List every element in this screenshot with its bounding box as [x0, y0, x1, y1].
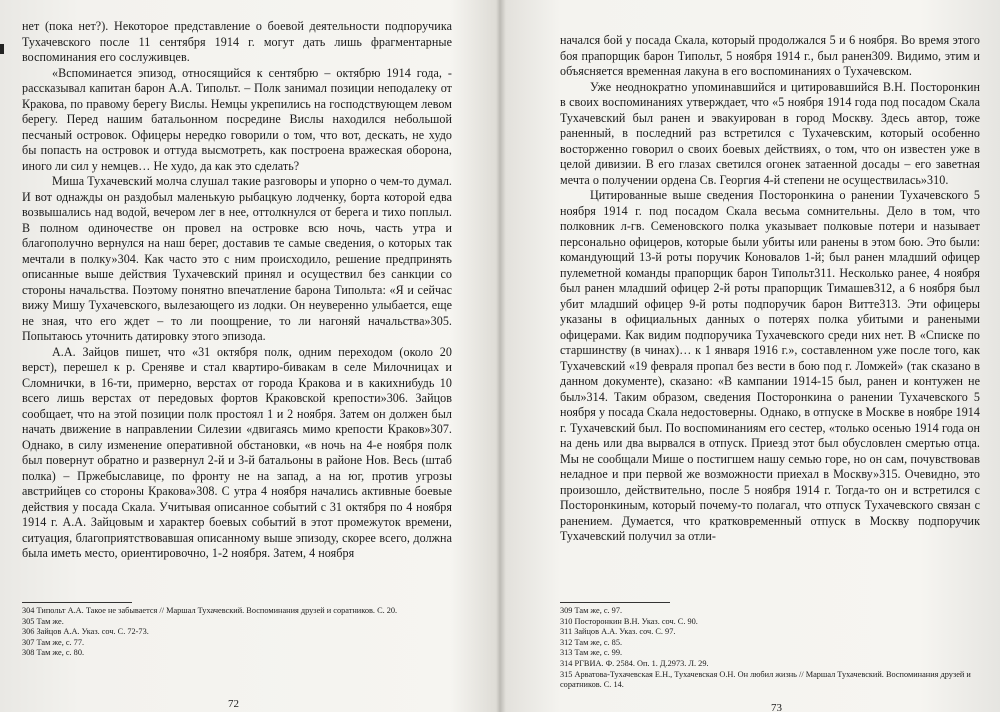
left-paragraph-3: Миша Тухачевский молча слушал такие разговоры и упорно о чем-то думал. И вот однажды он раздобыл маленькую рыбацкую лодченку, борта которой едва возвышались над водой, вечером лег в нее, оттолкнулся от берега и тихо поплыл. В полном одиночестве он провел на островке всю ночь, часть утра и благополучно вернулся на наш берег, доставив те самые сведения, о которых так мечтали в полку»304. Как часто это с ним происходило, решение предпринять описанные выше действия Тухачевский принял и осуществил без санкции со стороны начальства. Поэтому понятно впечатление барона Типольта: «Я и сейчас вижу Мишу Тухачевского, вылезающего из лодки. Он неуверенно улыбается, еще не зная, что его ждет – то ли поощрение, то ли нагоняй начальства»305. Попытаюсь уточнить датировку этого эпизода.: [22, 174, 452, 343]
footnote-315: 315 Арватова-Тухачевская Е.Н., Тухачевская О.Н. Он любил жизнь // Маршал Тухачевский. Воспоминания друзей и соратников. С. 14.: [560, 669, 971, 690]
right-paragraph-1: начался бой у посада Скала, который продолжался 5 и 6 ноября. Во время этого боя прапорщик барон Типольт, 5 ноября 1914 г., был ранен309. Видимо, этим и объясняется временная лакуна в его воспоминаниях о Тухачевском.: [560, 33, 980, 78]
footnote-312: 312 Там же, с. 85.: [560, 637, 623, 647]
left-footnotes: [22, 606, 452, 659]
footnote-314: 314 РГВИА. Ф. 2584. Оп. 1. Д.2973. Л. 29.: [560, 658, 709, 668]
footnote-305: 305 Там же.: [22, 616, 64, 626]
left-page-number: 72: [228, 698, 239, 710]
left-paragraph-2: «Вспоминается эпизод, относящийся к сентябрю – октябрю 1914 года, - рассказывал капитан барон А.А. Типольт. – Полк занимал позиции неподалеку от Кракова, по правому берегу Вислы. Немцы укрепились на господствующем левом берегу. Перед нашим батальонном посредине Вислы находился небольшой песчаный островок. Офицеры нередко говорили о том, что вот, дескать, не худо бы попасть на островок и оттуда высмотреть, как построена вражеская оборона, иного ли сил у немцев… Не худо, да как это сделать?: [22, 65, 452, 173]
left-page-body: [22, 19, 452, 562]
left-paragraph-1: нет (пока нет?). Некоторое представление о боевой деятельности подпоручика Тухачевского после 11 сентября 1914 г. могут дать лишь фрагментарные воспоминания его сослуживцев.: [22, 19, 452, 64]
footnote-310: 310 Посторонкин В.Н. Указ. соч. С. 90.: [560, 616, 698, 626]
footnote-308: 308 Там же, с. 80.: [22, 648, 85, 658]
right-footnote-rule: [560, 602, 670, 603]
footnote-304: 304 Типольт А.А. Такое не забывается // Маршал Тухачевский. Воспоминания друзей и соратников. С. 20.: [22, 606, 398, 615]
right-page-number: 73: [771, 702, 782, 712]
right-paragraph-2: Уже неоднократно упоминавшийся и цитировавшийся В.Н. Посторонкин в своих воспоминаниях утверждает, что «5 ноября 1914 года под посадом Скала Тухачевский был ранен и эвакуирован в город Москву. Здесь автор, тоже раненный, в последний раз встретился с Тухачевским, который особенно восторженно говорил о своих боевых действиях, о том, что он известен уже в целой дивизии. В его глазах светился огонек затаенной досады – его заветная мечта о получении ордена Св. Георгия 4-й степени не осуществилась»310.: [560, 79, 980, 187]
footnote-309: 309 Там же, с. 97.: [560, 606, 623, 615]
left-footnote-rule: [22, 602, 132, 603]
right-paragraph-3: Цитированные выше сведения Посторонкина о ранении Тухачевского 5 ноября 1914 г. под посадом Скала весьма сомнительны. Дело в том, что полковник л-гв. Семеновского полка указывает полковые потери и называет персонально офицеров, которые были убиты или ранены в этом бою. Это были: командующий 13-й роты поручик Коновалов 1-й; был ранен младший офицер пулеметной команды прапорщик барон Типольт311. Несколько ранее, 4 ноября был ранен младший офицер 2-й роты прапорщик Тимашев312, а 6 ноября был убит младший офицер 9-й роты подпоручик барон Витте313. Эти офицеры указаны в официальных данных о потерях полка убитыми и ранеными офицерами. Как видим подпоручика Тухачевского среди них нет. В «Списке по старшинству (в чинах)… к 1 января 1916 г.», составленном уже после того, как Тухачевский «19 февраля пропал без вести в бою под г. Ломжей» (так сказано в данном документе), сказано: «В кампании 1914-15 был, ранен и контужен не был»314. Таким образом, сведения Посторонкина о ранении Тухачевского 5 ноября у посада Скала недостоверны. Однако, в отпуске в Москве в ноябре 1914 г. Тухачевский был. По воспоминаниям его сестер, «только осенью 1914 года он на день или два вырвался в отпуск. Приезд этот был обусловлен смертью отца. Мы не сообщали Мише о постигшем нашу семью горе, но он сам, почувствовав неладное и при первой же возможности приехал в Москву»315. Очевидно, это произошло, действительно, после 5 ноября 1914 г. Тогда-то он и встретился с Посторонкиным, который почему-то полагал, что отпуск Тухачевского связан с ранением. Думается, что кратковременный отпуск в Москву подпоручик Тухачевский получил за отли-: [560, 188, 980, 543]
right-footnotes: [560, 606, 980, 691]
right-page: [500, 0, 1000, 712]
footnote-313: 313 Там же, с. 99.: [560, 648, 623, 658]
footnote-307: 307 Там же, с. 77.: [22, 637, 85, 647]
left-paragraph-4: А.А. Зайцов пишет, что «31 октября полк, одним переходом (около 20 верст), перешел к р. Среняве и стал квартиро-бивакам в селе Милочницах и Сломнички, в 16-ти, примерно, верстах от города Кракова и в какихнибудь 10 всего лишь верстах от передовых фортов Краковской крепости»306. Зайцов сообщает, что на этой позиции полк простоял 1 и 2 ноября. Затем он должен был начать движение в направлении Силезии «двигаясь мимо крепости Краков»307. Однако, в силу изменение оперативной обстановки, «в ночь на 4-е ноября полк был повернут обратно и развернул 2-й и 3-й батальоны в районе Нов. Весь (штаб полка) – Пржебыславице, по фронту не на запад, а на юг, против угрозы австрийцев со стороны Кракова»308. С утра 4 ноября начались активные боевые действия у посада Скала. Учитывая описанное событий с 31 октября по 4 ноября 1914 г. А.А. Зайцовым и характер боевых событий в этот промежуток времени, ситуация, благоприятствовавшая описанному выше эпизоду, скорее всего, должна была иметь место, ориентировочно, 1-2 ноября. Затем, 4 ноября: [22, 344, 452, 560]
right-page-body: [560, 33, 980, 545]
footnote-311: 311 Зайцов А.А. Указ. соч. С. 97.: [560, 627, 676, 637]
footnote-306: 306 Зайцов А.А. Указ. соч. С. 72-73.: [22, 627, 149, 637]
